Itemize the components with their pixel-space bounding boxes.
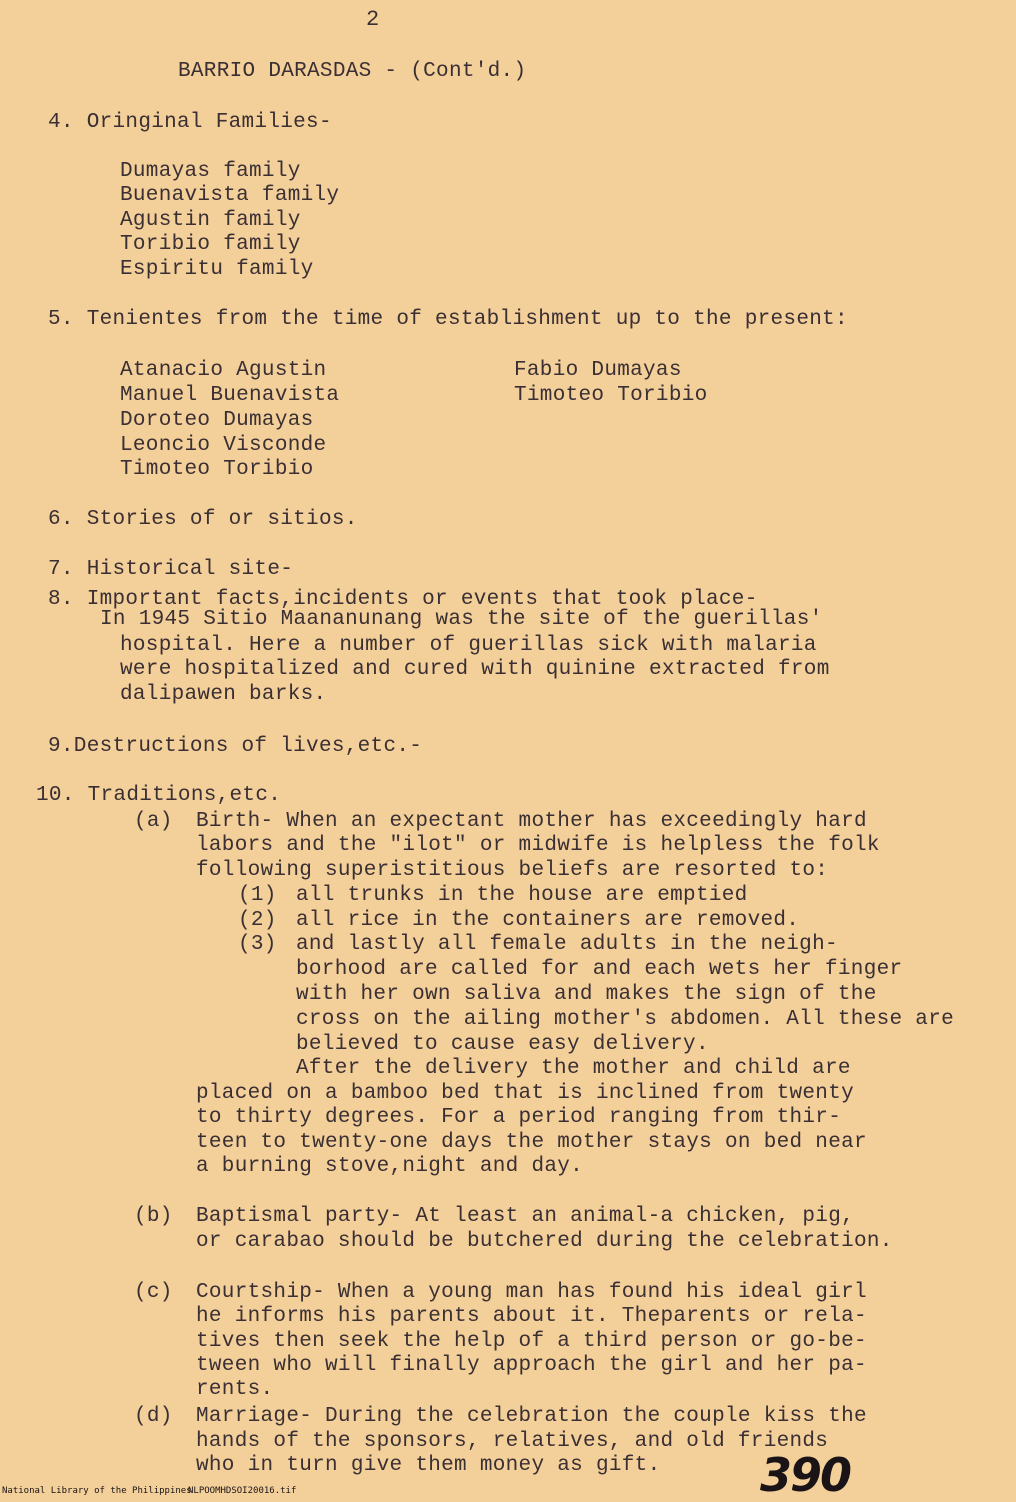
section-7-title: 7. Historical site- <box>48 558 294 581</box>
tradition-c-label: (c) <box>134 1281 173 1304</box>
belief-number: (2) <box>238 909 277 932</box>
tradition-a-line: following superistitious beliefs are resorted to: <box>196 859 829 882</box>
tradition-c-line: Courtship- When a young man has found his ideal girl <box>196 1281 867 1304</box>
section-8-line: In 1945 Sitio Maananunang was the site of the guerillas' <box>100 608 823 631</box>
section-6-title: 6. Stories of or sitios. <box>48 508 358 531</box>
tradition-b-line: or carabao should be butchered during the celebration. <box>196 1230 893 1253</box>
belief-line: and lastly all female adults in the neigh- <box>296 933 838 956</box>
belief-number: (1) <box>238 884 277 907</box>
tradition-b-label: (b) <box>134 1205 173 1228</box>
family-item: Buenavista family <box>120 184 340 207</box>
section-10-title: 10. Traditions,etc. <box>36 784 282 807</box>
tradition-d-label: (d) <box>134 1405 173 1428</box>
teniente-item: Fabio Dumayas <box>514 359 682 382</box>
tradition-d-line: who in turn give them money as gift. <box>196 1454 661 1477</box>
handwritten-page-number: 390 <box>760 1448 851 1502</box>
section-9-title: 9.Destructions of lives,etc.- <box>48 735 423 758</box>
page-heading: BARRIO DARASDAS - (Cont'd.) <box>178 60 527 83</box>
belief-number: (3) <box>238 933 277 956</box>
belief-line: with her own saliva and makes the sign of the <box>296 983 877 1006</box>
tradition-a-label: (a) <box>134 810 173 833</box>
section-4-title: 4. Oringinal Families- <box>48 111 332 134</box>
section-8-title: 8. Important facts,incidents or events that took place- <box>48 588 758 611</box>
family-item: Dumayas family <box>120 160 301 183</box>
teniente-item: Atanacio Agustin <box>120 359 327 382</box>
tradition-c-line: he informs his parents about it. Theparents or rela- <box>196 1305 867 1328</box>
belief-line: cross on the ailing mother's abdomen. All these are <box>296 1008 955 1031</box>
page-number: 2 <box>366 7 380 32</box>
family-item: Agustin family <box>120 209 301 232</box>
tradition-b-line: Baptismal party- At least an animal-a chicken, pig, <box>196 1205 855 1228</box>
teniente-item: Timoteo Toribio <box>514 384 708 407</box>
after-delivery-line: After the delivery the mother and child are <box>296 1057 851 1080</box>
teniente-item: Manuel Buenavista <box>120 384 340 407</box>
after-delivery-line: placed on a bamboo bed that is inclined from twenty <box>196 1082 855 1105</box>
tradition-a-line: Birth- When an expectant mother has exceedingly hard <box>196 810 867 833</box>
section-8-line: hospital. Here a number of guerillas sick with malaria <box>120 634 817 657</box>
section-8-line: were hospitalized and cured with quinine extracted from <box>120 658 830 681</box>
tradition-c-line: rents. <box>196 1378 274 1401</box>
tradition-d-line: Marriage- During the celebration the couple kiss the <box>196 1405 867 1428</box>
belief-line: borhood are called for and each wets her finger <box>296 958 903 981</box>
teniente-item: Doroteo Dumayas <box>120 409 314 432</box>
tradition-c-line: tween who will finally approach the girl and her pa- <box>196 1354 867 1377</box>
teniente-item: Leoncio Visconde <box>120 434 327 457</box>
tradition-a-line: labors and the "ilot" or midwife is helpless the folk <box>196 834 880 857</box>
after-delivery-line: to thirty degrees. For a period ranging from thir- <box>196 1106 842 1129</box>
footer-library: National Library of the Philippines <box>2 1486 192 1496</box>
family-item: Espiritu family <box>120 258 314 281</box>
section-5-title: 5. Tenientes from the time of establishment up to the present: <box>48 308 848 331</box>
after-delivery-line: teen to twenty-one days the mother stays on bed near <box>196 1131 867 1154</box>
belief-line: believed to cause easy delivery. <box>296 1033 709 1056</box>
section-8-line: dalipawen barks. <box>120 683 327 706</box>
tradition-d-line: hands of the sponsors, relatives, and old friends <box>196 1430 829 1453</box>
footer-filename: NLPOOMHDSOI20016.tif <box>188 1486 297 1496</box>
belief-line: all trunks in the house are emptied <box>296 884 748 907</box>
teniente-item: Timoteo Toribio <box>120 458 314 481</box>
family-item: Toribio family <box>120 233 301 256</box>
belief-line: all rice in the containers are removed. <box>296 909 800 932</box>
after-delivery-line: a burning stove,night and day. <box>196 1155 584 1178</box>
tradition-c-line: tives then seek the help of a third person or go-be- <box>196 1330 867 1353</box>
